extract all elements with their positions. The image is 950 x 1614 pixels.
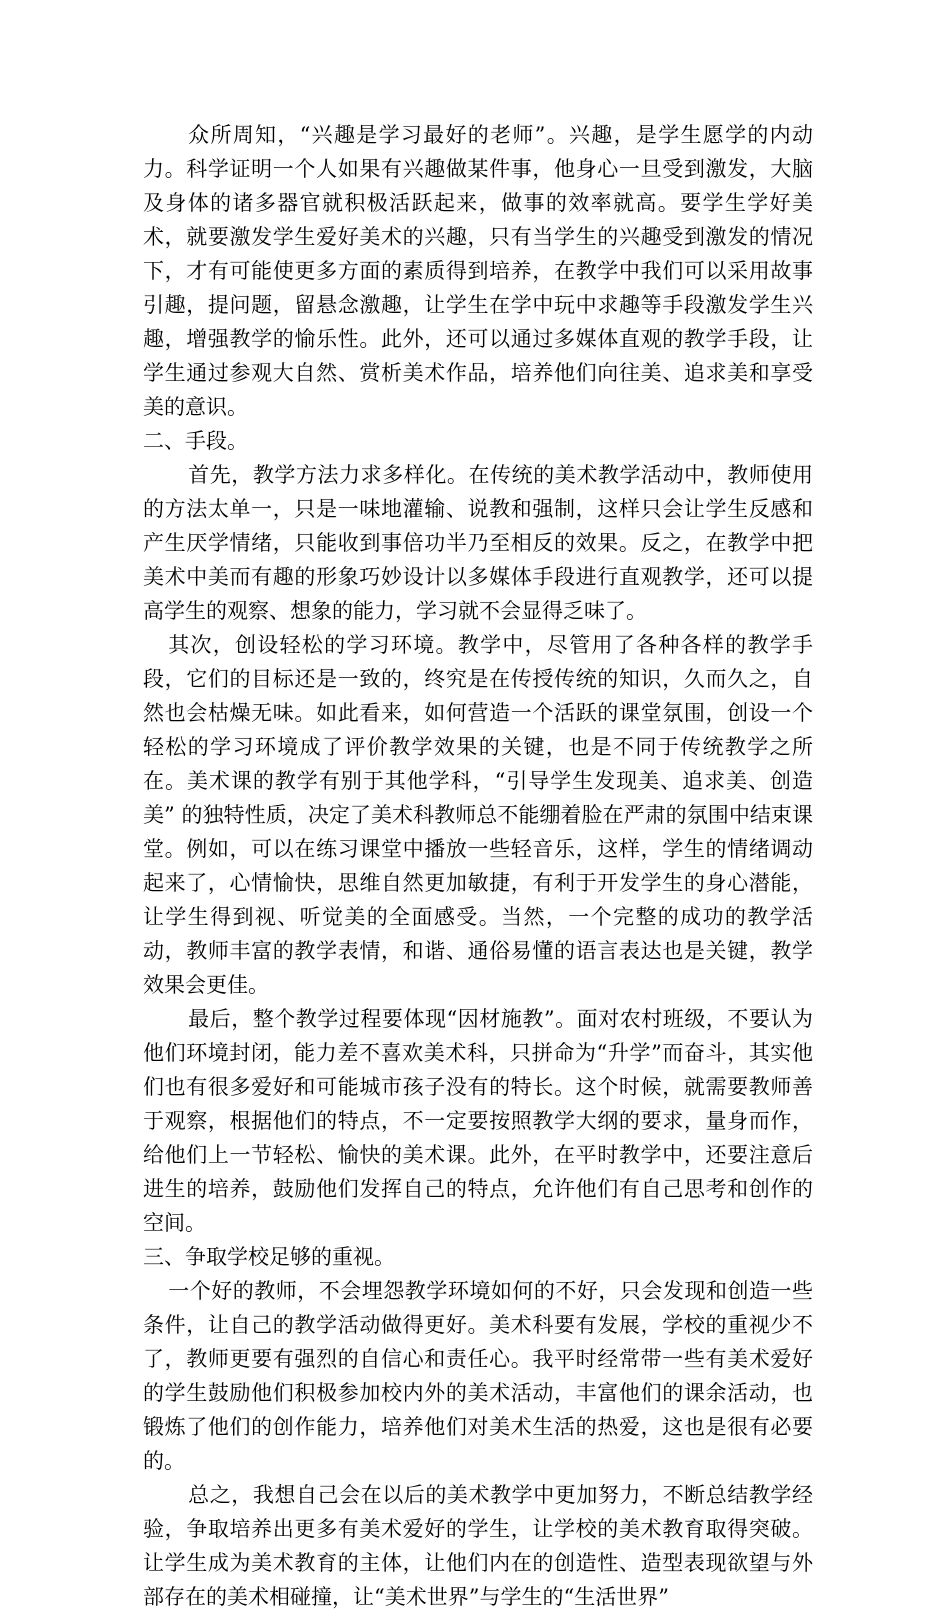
document-body bbox=[143, 118, 813, 1614]
paragraph-learning-environment: 其次，创设轻松的学习环境。教学中，尽管用了各种各样的教学手段，它们的目标还是一致的，终究是在传授传统的知识，久而久之，自然也会枯燥无味。如此看来，如何营造一个活跃的课堂氛围，创设一个轻松的学习环境成了评价教学效果的关键，也是不同于传统教学之所在。美术课的教学有别于其他学科，“引导学生发现美、追求美、创造美” 的独特性质，决定了美术科教师总不能绷着脸在严肃的氛围中结束课堂。例如，可以在练习课堂中播放一些轻音乐，这样，学生的情绪调动起来了，心情愉快，思维自然更加敏捷，有利于开发学生的身心潜能，让学生得到视、听觉美的全面感受。当然，一个完整的成功的教学活动，教师丰富的教学表情，和谐、通俗易懂的语言表达也是关键，教学效果会更佳。 bbox=[143, 633, 813, 997]
section-heading-school-support: 三、争取学校足够的重视。 bbox=[143, 1245, 395, 1269]
paragraph-interest: 众所周知，“兴趣是学习最好的老师”。兴趣，是学生愿学的内动力。科学证明一个人如果有兴趣做某件事，他身心一旦受到激发，大脑及身体的诸多器官就积极活跃起来，做事的效率就高。要学生学好美术，就要激发学生爱好美术的兴趣，只有当学生的兴趣受到激发的情况下，才有可能使更多方面的素质得到培养，在教学中我们可以采用故事引趣，提问题，留悬念激趣，让学生在学中玩中求趣等手段激发学生兴趣，增强教学的愉乐性。此外，还可以通过多媒体直观的教学手段，让学生通过参观大自然、赏析美术作品，培养他们向往美、追求美和享受美的意识。 bbox=[143, 123, 813, 419]
paragraph-conclusion: 总之，我想自己会在以后的美术教学中更加努力，不断总结教学经验，争取培养出更多有美术爱好的学生，让学校的美术教育取得突破。让学生成为美术教育的主体，让他们内在的创造性、造型表现欲望与外部存在的美术相碰撞，让“美术世界”与学生的“生活世界” bbox=[143, 1483, 813, 1609]
paragraph-individualized-teaching: 最后，整个教学过程要体现“因材施教”。面对农村班级，不要认为他们环境封闭，能力差不喜欢美术科，只拼命为“升学”而奋斗，其实他们也有很多爱好和可能城市孩子没有的特长。这个时候，就需要教师善于观察，根据他们的特点，不一定要按照教学大纲的要求，量身而作，给他们上一节轻松、愉快的美术课。此外，在平时教学中，还要注意后进生的培养，鼓励他们发挥自己的特点，允许他们有自己思考和创作的空间。 bbox=[143, 1007, 813, 1235]
paragraph-good-teacher: 一个好的教师，不会埋怨教学环境如何的不好，只会发现和创造一些条件，让自己的教学活动做得更好。美术科要有发展，学校的重视少不了，教师更要有强烈的自信心和责任心。我平时经常带一些有美术爱好的学生鼓励他们积极参加校内外的美术活动，丰富他们的课余活动，也锻炼了他们的创作能力，培养他们对美术生活的热爱，这也是很有必要的。 bbox=[143, 1279, 813, 1473]
paragraph-teaching-methods: 首先，教学方法力求多样化。在传统的美术教学活动中，教师使用的方法太单一，只是一味地灌输、说教和强制，这样只会让学生反感和产生厌学情绪，只能收到事倍功半乃至相反的效果。反之，在教学中把美术中美而有趣的形象巧妙设计以多媒体手段进行直观教学，还可以提高学生的观察、想象的能力，学习就不会显得乏味了。 bbox=[143, 463, 813, 623]
section-heading-methods: 二、手段。 bbox=[143, 429, 248, 453]
